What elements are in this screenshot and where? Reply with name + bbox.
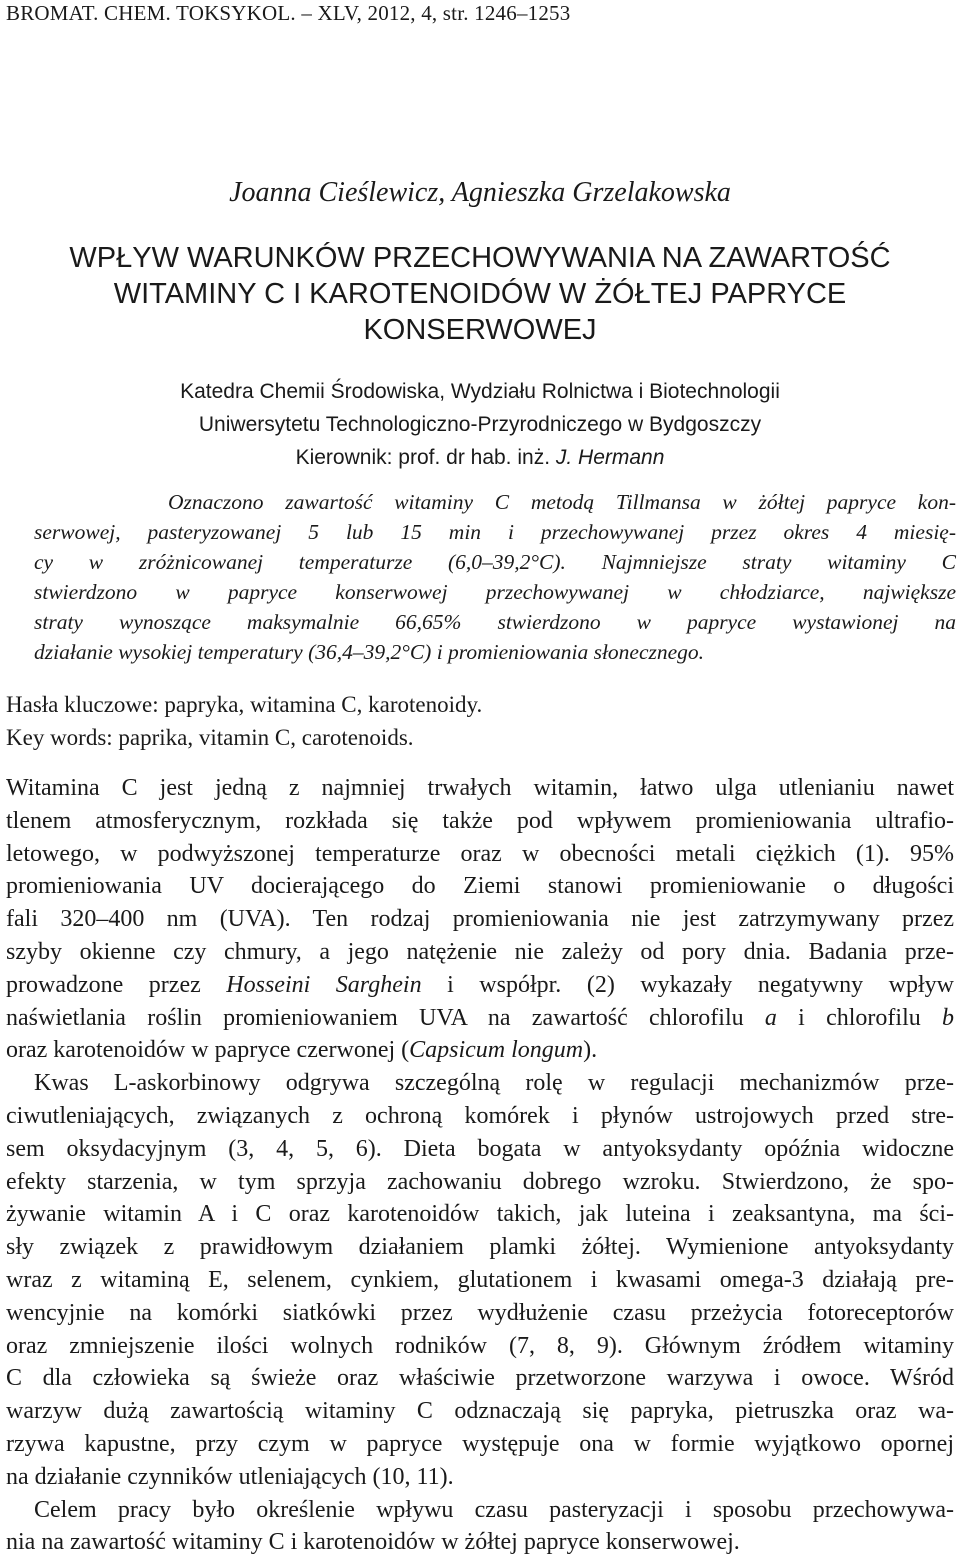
text-run: i chlorofilu	[776, 1004, 943, 1031]
abstract-line: Oznaczono zawartość witaminy C metodą Tillmansa w żółtej papryce kon-	[168, 490, 956, 514]
body-line	[6, 870, 954, 903]
text-run: promieniowania UV docierającego do Ziemi stanowi promieniowanie o długości	[6, 873, 954, 900]
text-run: szyby okienne czy chmury, a jego natężenie nie zależy od pory dnia. Badania prze-	[6, 938, 954, 965]
body-line	[6, 1133, 954, 1166]
body-line	[6, 1231, 954, 1264]
abstract	[34, 487, 956, 667]
affiliation-line: Katedra Chemii Środowiska, Wydziału Rolnictwa i Biotechnologii	[180, 380, 780, 403]
title-line: KONSERWOWEJ	[363, 314, 597, 346]
text-run: letowego, w podwyższonej temperaturze oraz w obecności metali ciężkich (1). 95%	[6, 840, 954, 867]
body-line	[6, 1166, 954, 1199]
affiliation-line: Uniwersytetu Technologiczno-Przyrodniczego w Bydgoszczy	[198, 413, 762, 436]
italic-term: b	[942, 1004, 955, 1031]
text-run: żywanie witamin A i C oraz karotenoidów takich, jak luteina i zeaksantyna, ma ści-	[6, 1201, 954, 1228]
article-authors: Joanna Cieślewicz, Agnieszka Grzelakowska	[229, 177, 731, 208]
text-run: oraz karotenoidów w papryce czerwonej (	[6, 1037, 410, 1064]
body-line	[6, 1297, 954, 1330]
text-run: naświetlania roślin promieniowaniem UVA na zawartość chlorofilu	[6, 1004, 765, 1031]
text-run: efekty starzenia, w tym sprzyja zachowaniu dobrego wzroku. Stwierdzono, że spo-	[6, 1168, 954, 1195]
body-line	[6, 1264, 954, 1297]
body-line	[6, 1067, 954, 1100]
text-run: rzywa kapustne, przy czym w papryce występuje ona w formie wyjątkowo opornej	[6, 1430, 954, 1457]
text-run: sły związek z prawidłowym działaniem plamki żółtej. Wymienione antyoksydanty	[6, 1234, 954, 1261]
department-head	[40, 441, 920, 474]
body-line	[6, 1362, 954, 1395]
text-run: tlenem atmosferycznym, rozkłada się także pod wpływem promieniowania ultrafio-	[6, 807, 954, 834]
department-head-name: J. Hermann	[555, 446, 665, 469]
text-run: Witamina C jest jedną z najmniej trwałych witamin, łatwo ulga utlenianiu nawet	[6, 775, 954, 801]
body-line	[6, 936, 954, 969]
text-run: Celem pracy było określenie wpływu czasu pasteryzacji i sposobu przechowywa-	[34, 1496, 954, 1523]
text-run: wraz z witaminą E, selenem, cynkiem, glutationem i kwasami omega-3 działają pre-	[6, 1266, 954, 1293]
title-line: WPŁYW WARUNKÓW PRZECHOWYWANIA NA ZAWARTOŚĆ	[69, 242, 891, 274]
body-line	[6, 805, 954, 838]
text-run: wencyjnie na komórki siatkówki przez wydłużenie czasu przeżycia fotoreceptorów	[6, 1299, 954, 1326]
text-run: fali 320–400 nm (UVA). Ten rodzaj promieniowania nie jest zatrzymywany przez	[6, 906, 954, 933]
text-run: C dla człowieka są świeże oraz właściwie przetworzone warzywa i owoce. Wśród	[6, 1365, 954, 1392]
italic-term: Hosseini Sarghein	[226, 971, 422, 998]
body-line	[6, 838, 954, 871]
body-line	[6, 772, 954, 805]
text-run: prowadzone przez	[6, 971, 227, 998]
text-run: i współpr. (2) wykazały negatywny wpływ	[421, 971, 954, 998]
text-run: Kwas L-askorbinowy odgrywa szczególną rolę w regulacji mechanizmów prze-	[34, 1070, 954, 1097]
body-line	[6, 903, 954, 936]
text-run: warzyw dużą zawartością witaminy C odznaczają się papryka, pietruszka oraz wa-	[6, 1398, 954, 1425]
body-line	[6, 1526, 954, 1559]
article-title	[40, 240, 920, 348]
body-line	[6, 1395, 954, 1428]
text-run: na działanie czynników utleniających (10, 11).	[6, 1463, 454, 1490]
body-line	[6, 1330, 954, 1363]
abstract-line: serwowej, pasteryzowanej 5 lub 15 min i przechowywanej przez okres 4 miesię-	[34, 520, 956, 544]
department-head-prefix: Kierownik: prof. dr hab. inż.	[295, 446, 556, 469]
body-line	[6, 1198, 954, 1231]
abstract-line: straty wynoszące maksymalnie 66,65% stwierdzono w papryce wystawionej na	[34, 610, 956, 634]
body-line	[6, 1461, 954, 1494]
body-line	[6, 969, 954, 1002]
title-line: WITAMINY C I KAROTENOIDÓW W ŻÓŁTEJ PAPRYCE	[113, 278, 847, 310]
body-text	[6, 772, 954, 1559]
body-line	[6, 1494, 954, 1527]
keywords-polish: Hasła kluczowe: papryka, witamina C, karotenoidy.	[6, 692, 483, 717]
text-run: oraz zmniejszenie ilości wolnych rodników (7, 8, 9). Głównym źródłem witaminy	[6, 1332, 954, 1359]
text-run: ciwutleniających, związanych z ochroną komórek i płynów ustrojowych przed stre-	[6, 1102, 954, 1129]
italic-term: a	[764, 1004, 777, 1031]
abstract-line: stwierdzono w papryce konserwowej przechowywanej w chłodziarce, największe	[34, 580, 956, 604]
body-line	[6, 1428, 954, 1461]
text-run: ).	[583, 1037, 598, 1064]
abstract-line: działanie wysokiej temperatury (36,4–39,2°C) i promieniowania słonecznego.	[34, 640, 705, 664]
keywords-english: Key words: paprika, vitamin C, carotenoids.	[6, 725, 414, 750]
abstract-line: cy w zróżnicowanej temperaturze (6,0–39,2°C). Najmniejsze straty witaminy C	[34, 550, 956, 574]
text-run: nia na zawartość witaminy C i karotenoidów w żółtej papryce konserwowej.	[6, 1529, 740, 1556]
affiliation	[40, 375, 920, 474]
italic-term: Capsicum longum	[409, 1037, 584, 1064]
keywords	[6, 688, 946, 754]
journal-header: BROMAT. CHEM. TOKSYKOL. – XLV, 2012, 4, str. 1246–1253	[6, 1, 571, 25]
body-line	[6, 1100, 954, 1133]
text-run: sem oksydacyjnym (3, 4, 5, 6). Dieta bogata w antyoksydanty opóźnia widoczne	[6, 1135, 954, 1162]
body-line	[6, 1002, 954, 1035]
body-line	[6, 1034, 954, 1067]
